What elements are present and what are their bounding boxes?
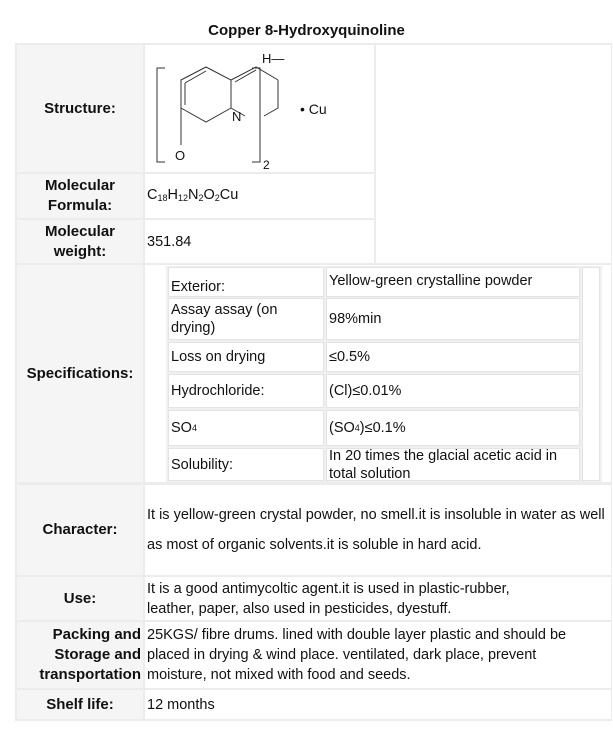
spec-name: Loss on drying <box>168 342 324 372</box>
f-c: C <box>147 186 158 203</box>
weight-value: 351.84 <box>145 220 374 263</box>
subscript-count: 2 <box>263 158 270 172</box>
v-post: )≤0.1% <box>359 420 406 436</box>
weight-label: Molecular weight: <box>17 220 143 263</box>
f-hn: 12 <box>177 192 188 203</box>
so4-base: SO <box>171 420 192 436</box>
v-pre: (SO <box>329 420 355 436</box>
f-nn: 2 <box>198 192 204 203</box>
empty-cell <box>376 45 611 263</box>
hydrogen-atom: H— <box>262 51 285 66</box>
character-value: It is yellow-green crystal powder, no smell.it is insoluble in water as well as most of organic solvents.it is soluble in hard acid. <box>145 485 611 575</box>
spec-value: In 20 times the glacial acetic acid in total solution <box>326 448 580 481</box>
spec-name: Assay assay (on drying) <box>168 298 324 340</box>
shelf-value: 12 months <box>145 690 611 719</box>
packing-label: Packing and Storage and transportation <box>17 622 143 688</box>
spec-value: 98%min <box>326 298 580 340</box>
shelf-label: Shelf life: <box>17 690 143 719</box>
use-label: Use: <box>17 577 143 620</box>
spec-value: ≤0.5% <box>326 342 580 372</box>
formula-value <box>145 174 374 218</box>
formula-label: Molecular Formula: <box>17 174 143 218</box>
specifications-label: Specifications: <box>17 265 143 482</box>
spec-value: (Cl)≤0.01% <box>326 374 580 408</box>
f-on: 2 <box>214 192 220 203</box>
nitrogen-atom: N <box>232 109 242 124</box>
use-value: It is a good antimycoltic agent.it is used in plastic-rubber, leather, paper, also used in pesticides, dyestuff. <box>145 577 611 620</box>
so4-sub: 4 <box>191 423 197 433</box>
f-h: H <box>167 186 178 203</box>
packing-value: 25KGS/ fibre drums. lined with double layer plastic and should be placed in drying & wind place. ventilated, dark place, prevent moisture, not mixed with food and seeds. <box>145 622 611 688</box>
oxygen-atom: O <box>175 148 186 163</box>
structure-label: Structure: <box>17 45 143 172</box>
f-cn: 18 <box>157 192 168 203</box>
f-cu: Cu <box>219 186 239 203</box>
f-o: O <box>203 186 215 203</box>
page-title: Copper 8-Hydroxyquinoline <box>208 22 405 39</box>
copper-label: • Cu <box>300 101 327 117</box>
spec-name: Solubility: <box>168 448 324 481</box>
v-sub: 4 <box>354 423 360 433</box>
structure-image <box>145 45 374 172</box>
spec-value: Yellow-green crystalline powder <box>326 267 580 297</box>
spec-name <box>168 410 324 446</box>
spec-value <box>326 410 580 446</box>
spec-name: Hydrochloride: <box>168 374 324 408</box>
spec-empty-column <box>582 267 600 481</box>
character-label: Character: <box>17 485 143 575</box>
f-n: N <box>188 186 199 203</box>
spec-name: Exterior: <box>168 267 324 297</box>
